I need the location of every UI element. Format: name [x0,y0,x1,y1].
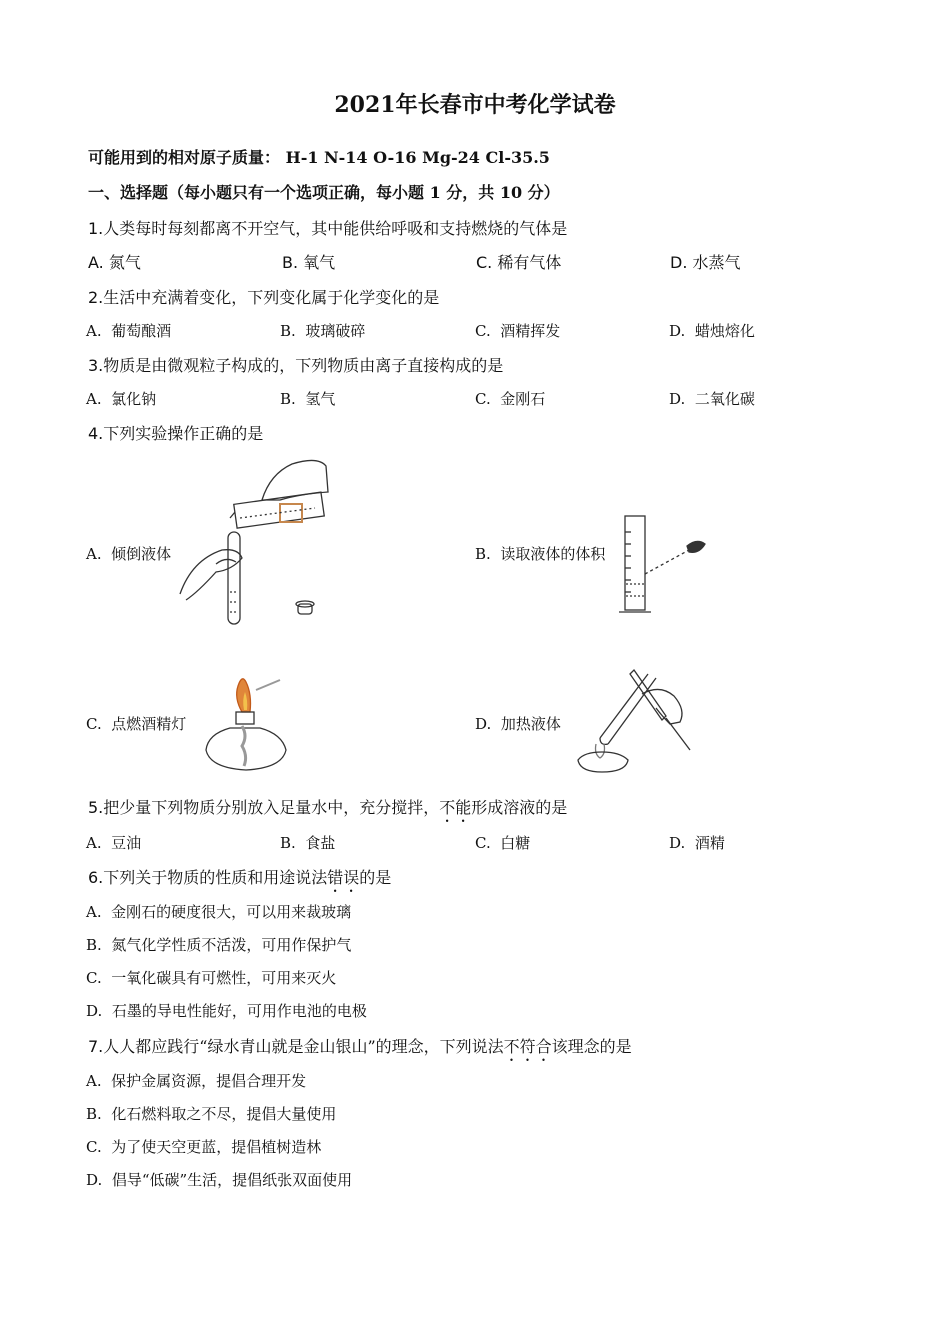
option-d[interactable]: D. 倡导“低碳”生活，提倡纸张双面使用 [86,1171,353,1189]
question-5 [88,795,567,826]
question-number: 5. [88,798,104,817]
option-a[interactable]: A. 氮气 [88,253,141,272]
question-stem: 下列实验操作正确的是 [103,424,264,443]
question-stem: 生活中充满着变化，下列变化属于化学变化的是 [103,288,440,307]
option-c[interactable]: C. 酒精挥发 [475,322,561,340]
option-a[interactable]: A. 保护金属资源，提倡合理开发 [86,1072,307,1090]
option-d[interactable]: D. 二氧化碳 [669,390,755,408]
option-c[interactable]: C. 稀有气体 [476,253,562,272]
question-stem: 下列关于物质的性质和用途说法 [103,868,328,887]
option-a[interactable]: A. 氯化钠 [86,390,157,408]
heating-liquid-figure [570,664,692,776]
emphasis-text: 错误 [327,868,360,887]
pouring-liquid-figure [180,452,340,630]
option-d[interactable]: D. 加热液体 [475,715,561,733]
question-number: 6. [88,868,104,887]
question-3 [88,353,503,376]
option-b[interactable]: B. 食盐 [280,834,336,852]
question-stem: 人类每时每刻都离不开空气，其中能供给呼吸和支持燃烧的气体是 [103,219,568,238]
option-c[interactable]: C. 金刚石 [475,390,546,408]
question-7 [88,1034,632,1065]
question-6 [88,865,391,896]
option-d[interactable]: D. 水蒸气 [670,253,741,272]
question-stem: 物质是由微观粒子构成的，下列物质由离子直接构成的是 [103,356,504,375]
question-stem: 把少量下列物质分别放入足量水中，充分搅拌， [103,798,440,817]
page-title: 2021年长春市中考化学试卷 [334,92,616,118]
question-4 [88,421,263,444]
question-stem: 人人都应践行“绿水青山就是金山银山”的理念，下列说法 [103,1037,504,1056]
option-c[interactable]: C. 白糖 [475,834,531,852]
emphasis-text: 不能 [439,798,472,817]
option-b[interactable]: B. 化石燃料取之不尽，提倡大量使用 [86,1105,337,1123]
graduated-cylinder-figure [615,512,715,620]
option-c[interactable]: C. 一氧化碳具有可燃性，可用来灭火 [86,969,337,987]
option-b[interactable]: B. 氧气 [282,253,336,272]
alcohol-lamp-figure [200,672,292,778]
question-number: 4. [88,424,104,443]
atomic-masses: 可能用到的相对原子质量： H-1 N-14 O-16 Mg-24 Cl-35.5 [88,148,550,167]
option-d[interactable]: D. 酒精 [669,834,725,852]
option-a[interactable]: A. 葡萄酿酒 [86,322,172,340]
option-d[interactable]: D. 蜡烛熔化 [669,322,755,340]
option-b[interactable]: B. 读取液体的体积 [475,545,606,563]
question-stem-end: 的是 [359,868,392,887]
option-b[interactable]: B. 玻璃破碎 [280,322,366,340]
question-stem-end: 形成溶液的是 [471,798,568,817]
option-a[interactable]: A. 倾倒液体 [86,545,172,563]
question-2 [88,285,439,308]
option-b[interactable]: B. 氢气 [280,390,336,408]
option-c[interactable]: C. 为了使天空更蓝，提倡植树造林 [86,1138,322,1156]
emphasis-text: 不符合 [503,1037,552,1056]
question-stem-end: 该理念的是 [551,1037,632,1056]
question-number: 1. [88,219,104,238]
question-number: 3. [88,356,104,375]
section-heading: 一、选择题（每小题只有一个选项正确，每小题 1 分，共 10 分） [88,183,560,202]
question-1 [88,216,567,239]
question-number: 2. [88,288,104,307]
option-a[interactable]: A. 金刚石的硬度很大，可以用来裁玻璃 [86,903,352,921]
option-d[interactable]: D. 石墨的导电性能好，可用作电池的电极 [86,1002,367,1020]
option-b[interactable]: B. 氮气化学性质不活泼，可用作保护气 [86,936,352,954]
option-a[interactable]: A. 豆油 [86,834,142,852]
option-c[interactable]: C. 点燃酒精灯 [86,715,187,733]
question-number: 7. [88,1037,104,1056]
